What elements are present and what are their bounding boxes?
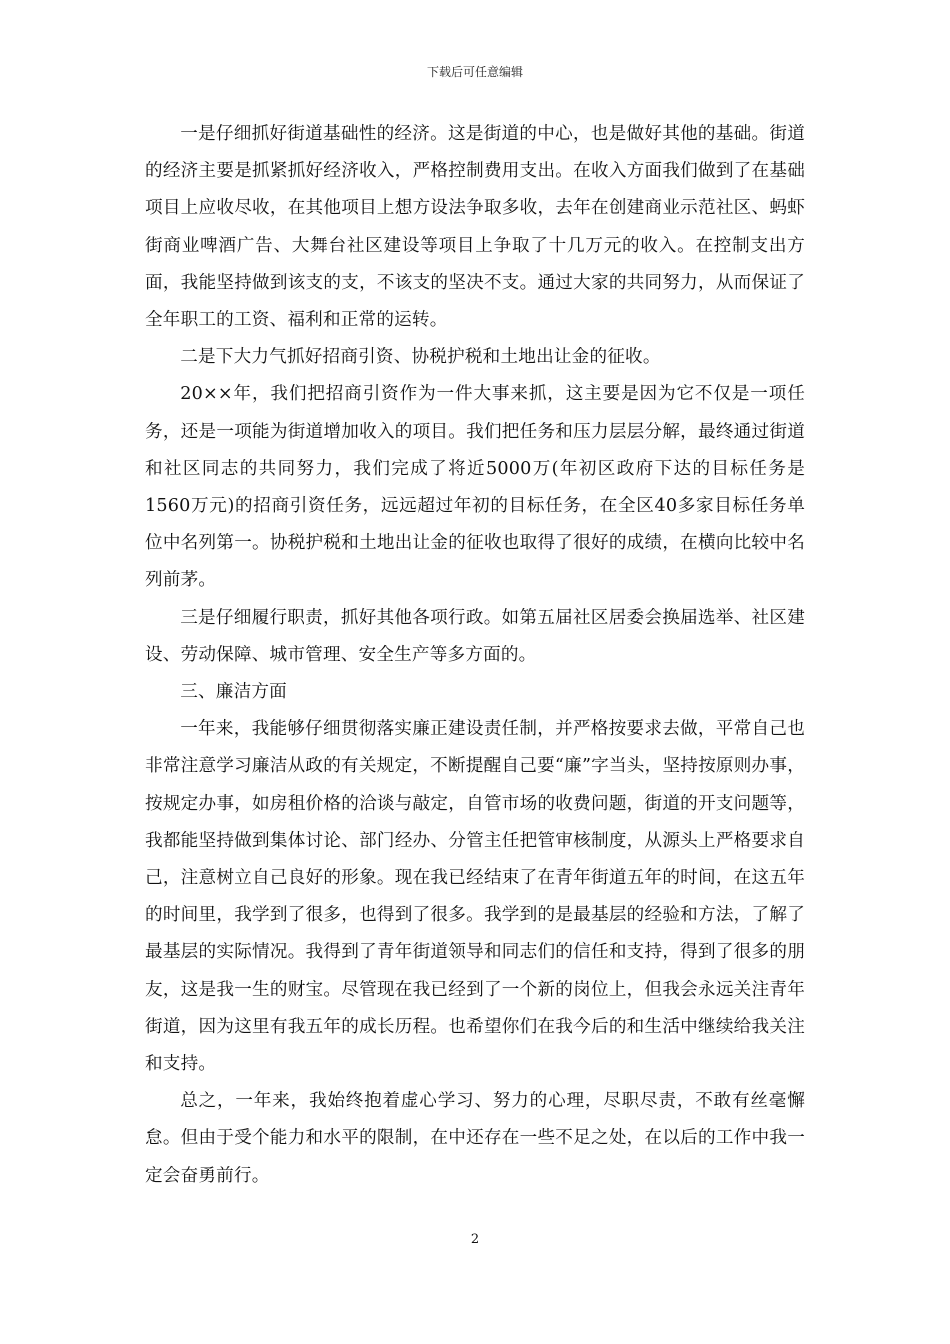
paragraph-integrity: 一年来，我能够仔细贯彻落实廉正建设责任制，并严格按要求去做，平常自己也非常注意学习廉洁从政的有关规定，不断提醒自己要“廉”字当头，坚持按原则办事，按规定办事，如房租价格的洽谈与敲定，自管市场的收费问题，街道的开支问题等，我都能坚持做到集体讨论、部门经办、分管主任把管审核制度，从源头上严格要求自己，注意树立自己良好的形象。现在我已经结束了在青年街道五年的时间，在这五年的时间里，我学到了很多，也得到了很多。我学到的是最基层的经验和方法，了解了最基层的实际情况。我得到了青年街道领导和同志们的信任和支持，得到了很多的朋友，这是我一生的财宝。尽管现在我已经到了一个新的岗位上，但我会永远关注青年街道，因为这里有我五年的成长历程。也希望你们在我今后的和生活中继续给我关注和支持。	[145, 719, 805, 1075]
page-number: 2	[470, 1232, 480, 1247]
paragraph-duties: 三是仔细履行职责，抓好其他各项行政。如第五届社区居委会换届选举、社区建设、劳动保障、城市管理、安全生产等多方面的。	[145, 607, 805, 665]
paragraph-economy: 一是仔细抓好街道基础性的经济。这是街道的中心，也是做好其他的基础。街道的经济主要是抓紧抓好经济收入，严格控制费用支出。在收入方面我们做到了在基础项目上应收尽收，在其他项目上想方设法争取多收，去年在创建商业示范社区、蚂虾街商业啤酒广告、大舞台社区建设等项目上争取了十几万元的收入。在控制支出方面，我能坚持做到该支的支，不该支的坚决不支。通过大家的共同努力，从而保证了全年职工的工资、福利和正常的运转。	[145, 124, 805, 331]
paragraph-investment-heading: 二是下大力气抓好招商引资、协税护税和土地出让金的征收。	[180, 347, 661, 368]
section-heading-integrity: 三、廉洁方面	[180, 682, 287, 703]
document-body	[145, 116, 805, 1195]
paragraph-investment: 20××年，我们把招商引资作为一件大事来抓，这主要是因为它不仅是一项任务，还是一项能为街道增加收入的项目。我们把任务和压力层层分解，最终通过街道和社区同志的共同努力，我们完成了将近5000万(年初区政府下达的目标任务是1560万元)的招商引资任务，远远超过年初的目标任务，在全区40多家目标任务单位中名列第一。协税护税和土地出让金的征收也取得了很好的成绩，在横向比较中名列前茅。	[145, 384, 805, 591]
page-header: 下载后可任意编辑	[426, 65, 523, 79]
paragraph-summary: 总之，一年来，我始终抱着虚心学习、努力的心理，尽职尽责，不敢有丝毫懈怠。但由于受个能力和水平的限制，在中还存在一些不足之处，在以后的工作中我一定会奋勇前行。	[145, 1091, 805, 1186]
